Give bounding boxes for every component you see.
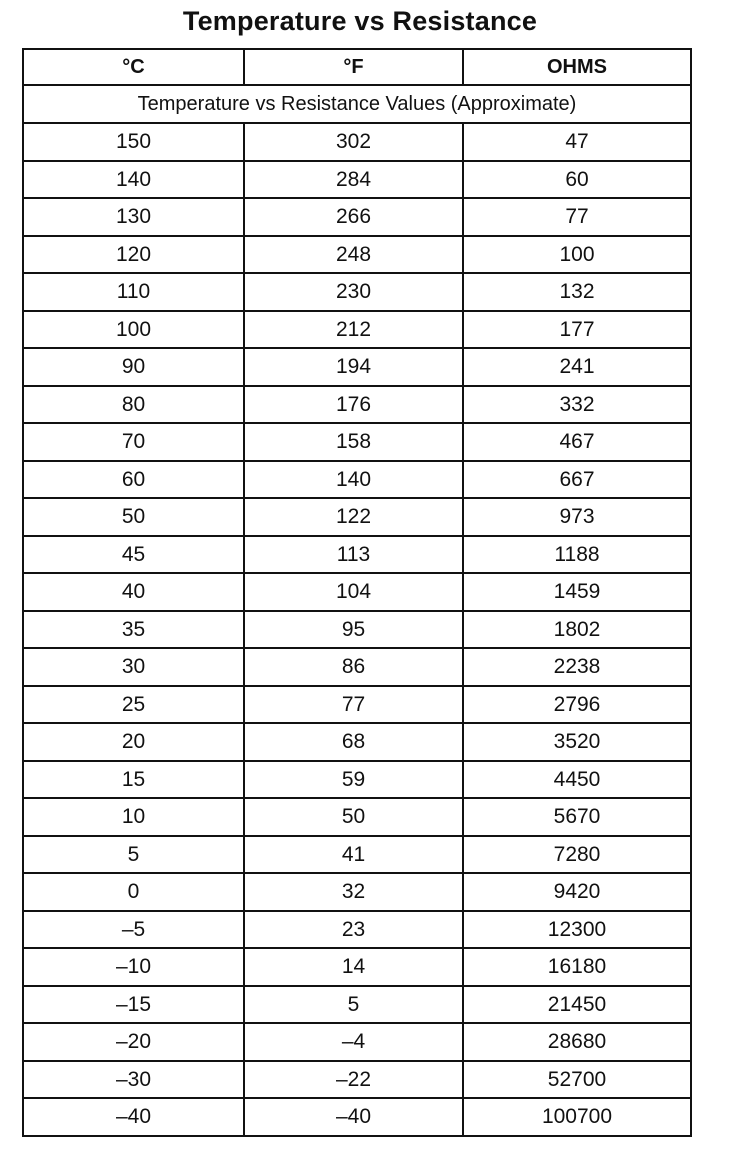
fahrenheit-cell: 176	[244, 386, 463, 424]
celsius-cell: 15	[23, 761, 244, 799]
table-row	[23, 236, 691, 274]
table-row	[23, 1098, 691, 1136]
page-title: Temperature vs Resistance	[182, 6, 538, 36]
ohms-cell: 9420	[463, 873, 691, 911]
celsius-cell: 120	[23, 236, 244, 274]
ohms-cell: 132	[463, 273, 691, 311]
celsius-cell: 60	[23, 461, 244, 499]
table-row	[23, 311, 691, 349]
fahrenheit-cell: 284	[244, 161, 463, 199]
fahrenheit-cell: 32	[244, 873, 463, 911]
ohms-cell: 1188	[463, 536, 691, 574]
ohms-cell: 241	[463, 348, 691, 386]
celsius-cell: 100	[23, 311, 244, 349]
table-row	[23, 573, 691, 611]
ohms-cell: 52700	[463, 1061, 691, 1099]
celsius-cell: 25	[23, 686, 244, 724]
fahrenheit-cell: 122	[244, 498, 463, 536]
column-header-ohms: OHMS	[463, 49, 691, 85]
celsius-cell: 40	[23, 573, 244, 611]
table-row	[23, 198, 691, 236]
celsius-cell: 10	[23, 798, 244, 836]
table-row	[23, 1023, 691, 1061]
celsius-cell: –30	[23, 1061, 244, 1099]
celsius-cell: –20	[23, 1023, 244, 1061]
temperature-resistance-table	[22, 48, 692, 1137]
table-row	[23, 761, 691, 799]
fahrenheit-cell: 14	[244, 948, 463, 986]
table-body	[23, 123, 691, 1136]
table-row	[23, 911, 691, 949]
celsius-cell: 80	[23, 386, 244, 424]
table-subtitle: Temperature vs Resistance Values (Approximate)	[23, 85, 691, 123]
ohms-cell: 2238	[463, 648, 691, 686]
fahrenheit-cell: –40	[244, 1098, 463, 1136]
table-row	[23, 648, 691, 686]
fahrenheit-cell: –4	[244, 1023, 463, 1061]
fahrenheit-cell: 59	[244, 761, 463, 799]
ohms-cell: 1459	[463, 573, 691, 611]
table-row	[23, 611, 691, 649]
celsius-cell: 45	[23, 536, 244, 574]
celsius-cell: 35	[23, 611, 244, 649]
ohms-cell: 77	[463, 198, 691, 236]
table-row	[23, 161, 691, 199]
table-row	[23, 423, 691, 461]
fahrenheit-cell: 158	[244, 423, 463, 461]
fahrenheit-cell: 140	[244, 461, 463, 499]
ohms-cell: 467	[463, 423, 691, 461]
celsius-cell: 90	[23, 348, 244, 386]
table-row	[23, 498, 691, 536]
table-row	[23, 798, 691, 836]
ohms-cell: 100700	[463, 1098, 691, 1136]
table-row	[23, 1061, 691, 1099]
celsius-cell: 30	[23, 648, 244, 686]
fahrenheit-cell: 86	[244, 648, 463, 686]
fahrenheit-cell: 95	[244, 611, 463, 649]
ohms-cell: 16180	[463, 948, 691, 986]
ohms-cell: 2796	[463, 686, 691, 724]
ohms-cell: 21450	[463, 986, 691, 1024]
fahrenheit-cell: 212	[244, 311, 463, 349]
table-row	[23, 536, 691, 574]
celsius-cell: –5	[23, 911, 244, 949]
ohms-cell: 177	[463, 311, 691, 349]
table-row	[23, 986, 691, 1024]
fahrenheit-cell: 302	[244, 123, 463, 161]
table-row	[23, 461, 691, 499]
ohms-cell: 100	[463, 236, 691, 274]
ohms-cell: 47	[463, 123, 691, 161]
ohms-cell: 28680	[463, 1023, 691, 1061]
table-row	[23, 123, 691, 161]
celsius-cell: 5	[23, 836, 244, 874]
celsius-cell: 140	[23, 161, 244, 199]
ohms-cell: 3520	[463, 723, 691, 761]
fahrenheit-cell: 50	[244, 798, 463, 836]
table-row	[23, 686, 691, 724]
fahrenheit-cell: 5	[244, 986, 463, 1024]
ohms-cell: 1802	[463, 611, 691, 649]
table-row	[23, 723, 691, 761]
ohms-cell: 12300	[463, 911, 691, 949]
celsius-cell: 50	[23, 498, 244, 536]
celsius-cell: –40	[23, 1098, 244, 1136]
fahrenheit-cell: 41	[244, 836, 463, 874]
celsius-cell: 20	[23, 723, 244, 761]
header-row	[23, 49, 691, 85]
subtitle-row	[23, 85, 691, 123]
ohms-cell: 7280	[463, 836, 691, 874]
ohms-cell: 4450	[463, 761, 691, 799]
table-row	[23, 873, 691, 911]
fahrenheit-cell: 77	[244, 686, 463, 724]
celsius-cell: –10	[23, 948, 244, 986]
fahrenheit-cell: 68	[244, 723, 463, 761]
table-row	[23, 948, 691, 986]
celsius-cell: 130	[23, 198, 244, 236]
fahrenheit-cell: –22	[244, 1061, 463, 1099]
fahrenheit-cell: 194	[244, 348, 463, 386]
table-row	[23, 348, 691, 386]
fahrenheit-cell: 113	[244, 536, 463, 574]
ohms-cell: 60	[463, 161, 691, 199]
table-row	[23, 836, 691, 874]
fahrenheit-cell: 230	[244, 273, 463, 311]
fahrenheit-cell: 248	[244, 236, 463, 274]
fahrenheit-cell: 266	[244, 198, 463, 236]
fahrenheit-cell: 104	[244, 573, 463, 611]
table-row	[23, 273, 691, 311]
celsius-cell: 70	[23, 423, 244, 461]
fahrenheit-cell: 23	[244, 911, 463, 949]
ohms-cell: 667	[463, 461, 691, 499]
ohms-cell: 5670	[463, 798, 691, 836]
celsius-cell: –15	[23, 986, 244, 1024]
column-header-fahrenheit: °F	[244, 49, 463, 85]
ohms-cell: 332	[463, 386, 691, 424]
column-header-celsius: °C	[23, 49, 244, 85]
table-row	[23, 386, 691, 424]
celsius-cell: 0	[23, 873, 244, 911]
celsius-cell: 110	[23, 273, 244, 311]
ohms-cell: 973	[463, 498, 691, 536]
celsius-cell: 150	[23, 123, 244, 161]
